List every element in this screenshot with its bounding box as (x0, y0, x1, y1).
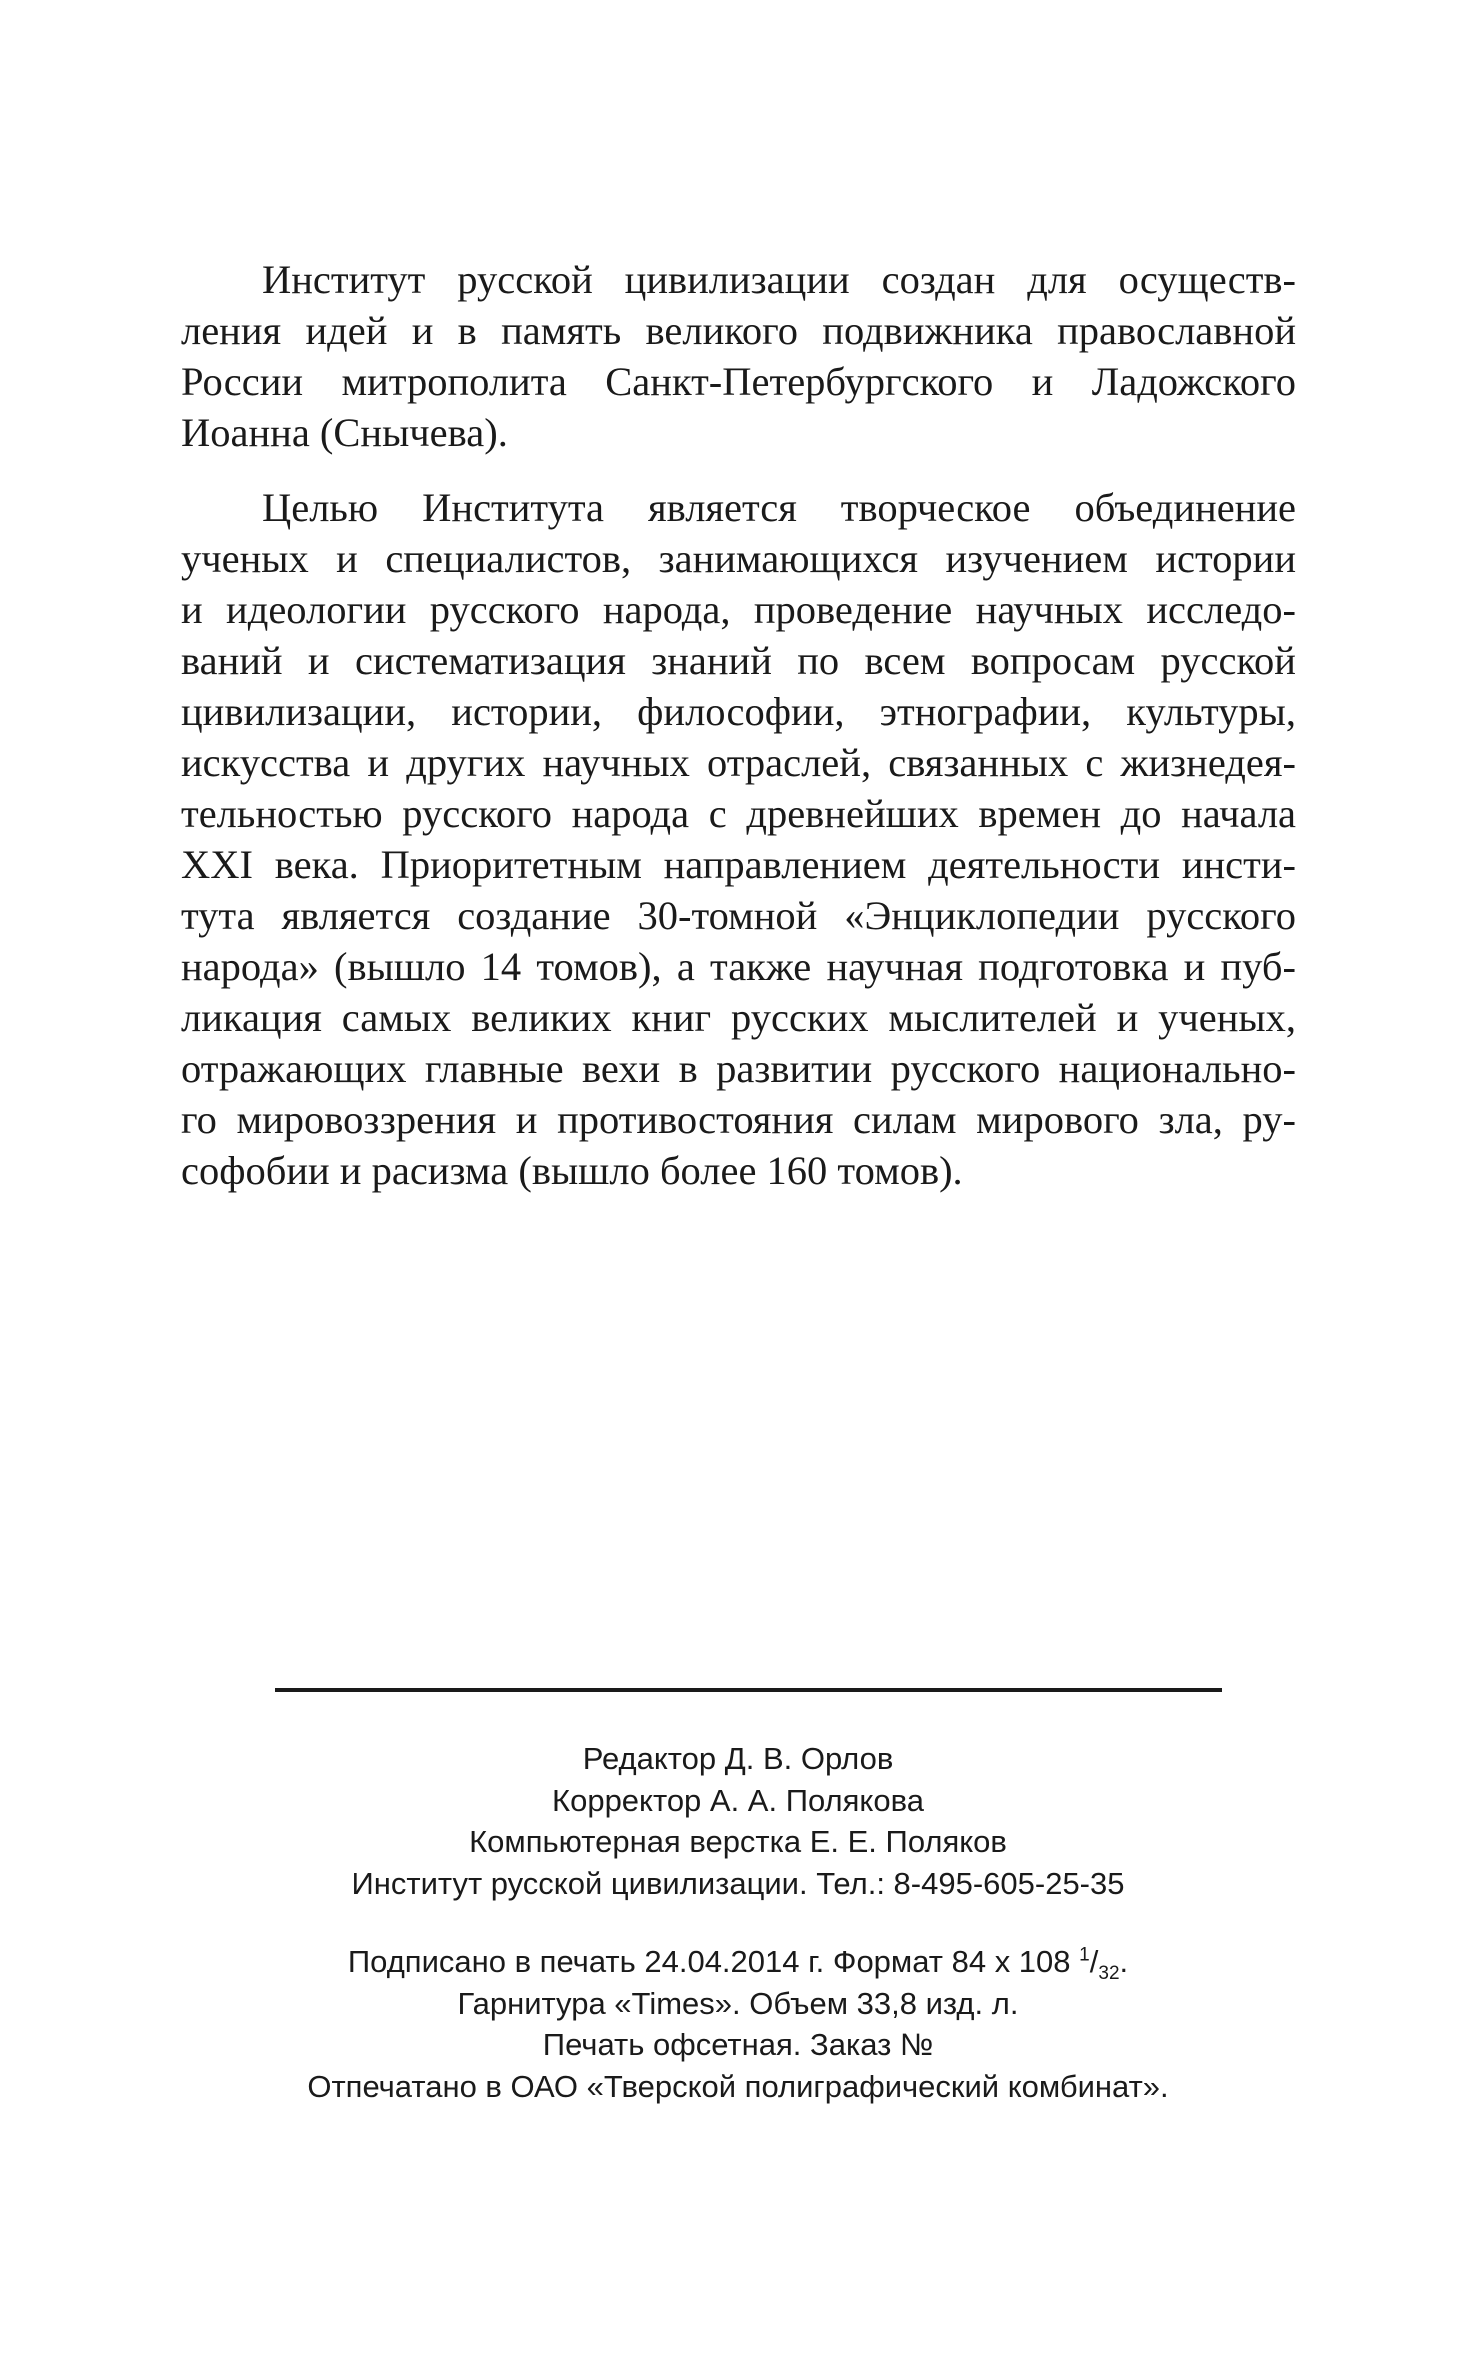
layout-credit: Компьютерная верстка Е. Е. Поляков (469, 1824, 1007, 1859)
signed-suffix: . (1119, 1944, 1129, 1979)
text-line: Иоанна (Снычева). (181, 410, 508, 455)
text-line: искусства и других научных отраслей, связанных с жизнедея- (181, 740, 1296, 785)
format-denominator: 32 (1098, 1963, 1120, 1985)
text-line: Институт русской цивилизации создан для осуществ- (262, 257, 1296, 302)
main-text (181, 254, 1296, 1196)
text-line: цивилизации, истории, философии, этнографии, культуры, (181, 689, 1296, 734)
printer: Отпечатано в ОАО «Тверской полиграфический комбинат». (307, 2068, 1169, 2104)
signed-to-print (200, 1941, 1276, 1983)
text-line: XXI века. Приоритетным направлением деятельности инсти- (181, 842, 1296, 887)
text-line: отражающих главные вехи в развитии русского национально- (181, 1046, 1296, 1091)
text-line: ученых и специалистов, занимающихся изучением истории (181, 536, 1296, 581)
text-line: го мировоззрения и противостояния силам мирового зла, ру- (181, 1097, 1296, 1142)
paragraph-1 (181, 254, 1296, 458)
format-fraction: $^1/_{32}$ (1079, 1944, 1120, 1985)
imprint-print-info (200, 1941, 1276, 2107)
publisher-contact: Институт русской цивилизации. Тел.: 8-495-605-25-35 (351, 1865, 1125, 1901)
signed-to-print-text: Подписано в печать 24.04.2014 г. Формат 84 х 108 (347, 1944, 1071, 1979)
text-line: софобии и расизма (вышло более 160 томов). (181, 1148, 963, 1193)
paragraph-2 (181, 482, 1296, 1196)
text-line: ликация самых великих книг русских мыслителей и ученых, (181, 995, 1296, 1040)
text-line: народа» (вышло 14 томов), а также научная подготовка и пуб- (181, 944, 1296, 989)
print-order: Печать офсетная. Заказ № (542, 2027, 934, 2062)
imprint-credits (200, 1738, 1276, 1904)
imprint-divider (275, 1688, 1222, 1692)
text-line: Целью Института является творческое объединение (262, 485, 1296, 530)
text-line: России митрополита Санкт-Петербургского и Ладожского (181, 359, 1296, 404)
proofreader-credit: Корректор А. А. Полякова (552, 1782, 924, 1818)
typeface-volume: Гарнитура «Times». Объем 33,8 изд. л. (457, 1985, 1019, 2021)
text-line: тельностью русского народа с древнейших времен до начала (181, 791, 1296, 836)
paragraph-gap (181, 458, 1296, 482)
text-line: и идеологии русского народа, проведение научных исследо- (181, 587, 1296, 632)
format-numerator: 1 (1079, 1944, 1090, 1966)
text-line: ваний и систематизация знаний по всем вопросам русской (181, 638, 1296, 683)
text-line: ления идей и в память великого подвижника православной (181, 308, 1296, 353)
editor-credit: Редактор Д. В. Орлов (582, 1741, 894, 1776)
text-line: тута является создание 30-томной «Энциклопедии русского (181, 893, 1296, 938)
